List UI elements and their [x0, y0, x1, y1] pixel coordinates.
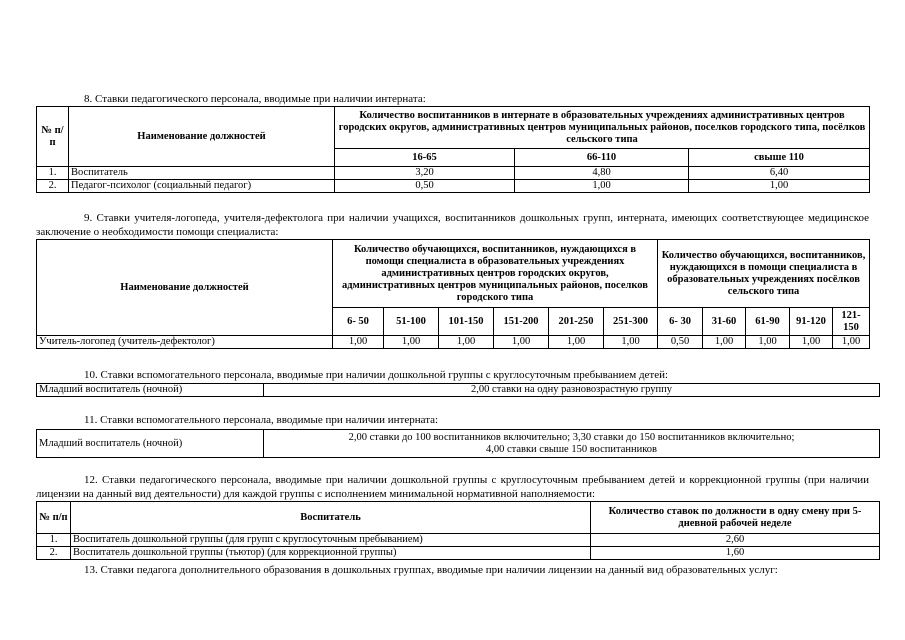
s8-row2-num: 2.: [37, 180, 69, 193]
s8-sub-2: 66-110: [515, 149, 689, 167]
section-13-heading: 13. Ставки педагога дополнительного образования в дошкольных группах, вводимые при наличии лицензии на данный вид образовательных услуг:: [84, 564, 778, 576]
s8-row1-val1: 3,20: [335, 167, 515, 180]
section-12-heading: 12. Ставки педагогического персонала, вводимые при наличии дошкольной группы с круглосуточным пребыванием детей и коррекционной группы (при наличии лицензии на данный вид деятельности) для каждой группы с исполнением минимальной нормативной наполняемости:: [36, 474, 869, 500]
s9-val-5: 1,00: [549, 336, 604, 349]
s9-sub-b4: 91-120: [790, 308, 833, 336]
s9-val-9: 1,00: [746, 336, 790, 349]
s9-sub-a4: 151-200: [494, 308, 549, 336]
table-row: [37, 180, 870, 193]
table-row: [37, 336, 870, 349]
s12-col-val: Количество ставок по должности в одну смену при 5-дневной рабочей неделе: [591, 502, 880, 534]
s8-col-name: Наименование должностей: [69, 107, 335, 167]
s8-group-header: Количество воспитанников в интернате в образовательных учреждениях административных центров городских округов, административных центров муниципальных районов, поселков городского типа, посёлков сельского типа: [335, 107, 870, 149]
s10-name: Младший воспитатель (ночной): [37, 384, 264, 397]
s8-sub-1: 16-65: [335, 149, 515, 167]
s9-sub-b1: 6- 30: [658, 308, 703, 336]
section-9-table: [36, 239, 870, 349]
table-row: [37, 430, 880, 458]
table-row: [37, 547, 880, 560]
s9-row-name: Учитель-логопед (учитель-дефектолог): [37, 336, 333, 349]
s9-sub-b2: 31-60: [703, 308, 746, 336]
s8-row2-val1: 0,50: [335, 180, 515, 193]
s9-sub-b5: 121-150: [833, 308, 870, 336]
section-8-heading: 8. Ставки педагогического персонала, вводимые при наличии интерната:: [84, 93, 426, 105]
section-11-heading: 11. Ставки вспомогательного персонала, вводимые при наличии интерната:: [84, 414, 439, 426]
s8-row2-val3: 1,00: [689, 180, 870, 193]
s9-sub-a2: 51-100: [384, 308, 439, 336]
s12-col-num: № п/п: [37, 502, 71, 534]
s8-row1-val2: 4,80: [515, 167, 689, 180]
s8-row2-val2: 1,00: [515, 180, 689, 193]
section-8-table: [36, 106, 870, 193]
s8-row1-num: 1.: [37, 167, 69, 180]
s11-value-line-1: 2,00 ставки до 100 воспитанников включительно; 3,30 ставки до 150 воспитанников включительно;: [348, 431, 795, 443]
s10-value: 2,00 ставки на одну разновозрастную группу: [264, 384, 880, 397]
s9-group-a: Количество обучающихся, воспитанников, нуждающихся в помощи специалиста в образовательных учреждениях административных центров городских округов, административных центров муниципальных районов, поселков городского типа: [333, 240, 658, 308]
s8-sub-3: свыше 110: [689, 149, 870, 167]
s12-row1-name: Воспитатель дошкольной группы (для групп с круглосуточным пребыванием): [71, 534, 591, 547]
table-row: [37, 167, 870, 180]
s9-val-10: 1,00: [790, 336, 833, 349]
s12-row1-val: 2,60: [591, 534, 880, 547]
section-10-table: [36, 383, 880, 397]
s11-value: [264, 430, 880, 458]
s9-val-11: 1,00: [833, 336, 870, 349]
s9-sub-b3: 61-90: [746, 308, 790, 336]
s11-name: Младший воспитатель (ночной): [37, 430, 264, 458]
s9-sub-a3: 101-150: [439, 308, 494, 336]
s9-sub-a5: 201-250: [549, 308, 604, 336]
s8-col-num: № п/п: [37, 107, 69, 167]
s9-val-4: 1,00: [494, 336, 549, 349]
s9-val-1: 1,00: [333, 336, 384, 349]
s11-value-line-2: 4,00 ставки свыше 150 воспитанников: [485, 443, 658, 455]
s9-val-3: 1,00: [439, 336, 494, 349]
table-row: [37, 384, 880, 397]
s9-val-8: 1,00: [703, 336, 746, 349]
s9-group-b: Количество обучающихся, воспитанников, нуждающихся в помощи специалиста в образовательных учреждениях посёлков сельского типа: [658, 240, 870, 308]
section-12-table: [36, 501, 880, 560]
s9-val-7: 0,50: [658, 336, 703, 349]
s12-row2-num: 2.: [37, 547, 71, 560]
s9-val-6: 1,00: [604, 336, 658, 349]
s8-row1-val3: 6,40: [689, 167, 870, 180]
table-row: [37, 534, 880, 547]
s12-row2-name: Воспитатель дошкольной группы (тьютор) (для коррекционной группы): [71, 547, 591, 560]
s9-col-name: Наименование должностей: [37, 240, 333, 336]
s12-row2-val: 1,60: [591, 547, 880, 560]
s12-col-name: Воспитатель: [71, 502, 591, 534]
section-10-heading: 10. Ставки вспомогательного персонала, вводимые при наличии дошкольной группы с круглосуточным пребыванием детей:: [84, 369, 669, 381]
s8-row2-name: Педагог-психолог (социальный педагог): [69, 180, 335, 193]
s8-row1-name: Воспитатель: [69, 167, 335, 180]
s9-sub-a6: 251-300: [604, 308, 658, 336]
section-11-table: [36, 429, 880, 458]
s9-sub-a1: 6- 50: [333, 308, 384, 336]
s9-val-2: 1,00: [384, 336, 439, 349]
section-9-heading: 9. Ставки учителя-логопеда, учителя-дефектолога при наличии учащихся, воспитанников дошкольных групп, интерната, имеющих соответствующее медицинское заключение о необходимости помощи специалиста:: [36, 212, 869, 238]
s12-row1-num: 1.: [37, 534, 71, 547]
